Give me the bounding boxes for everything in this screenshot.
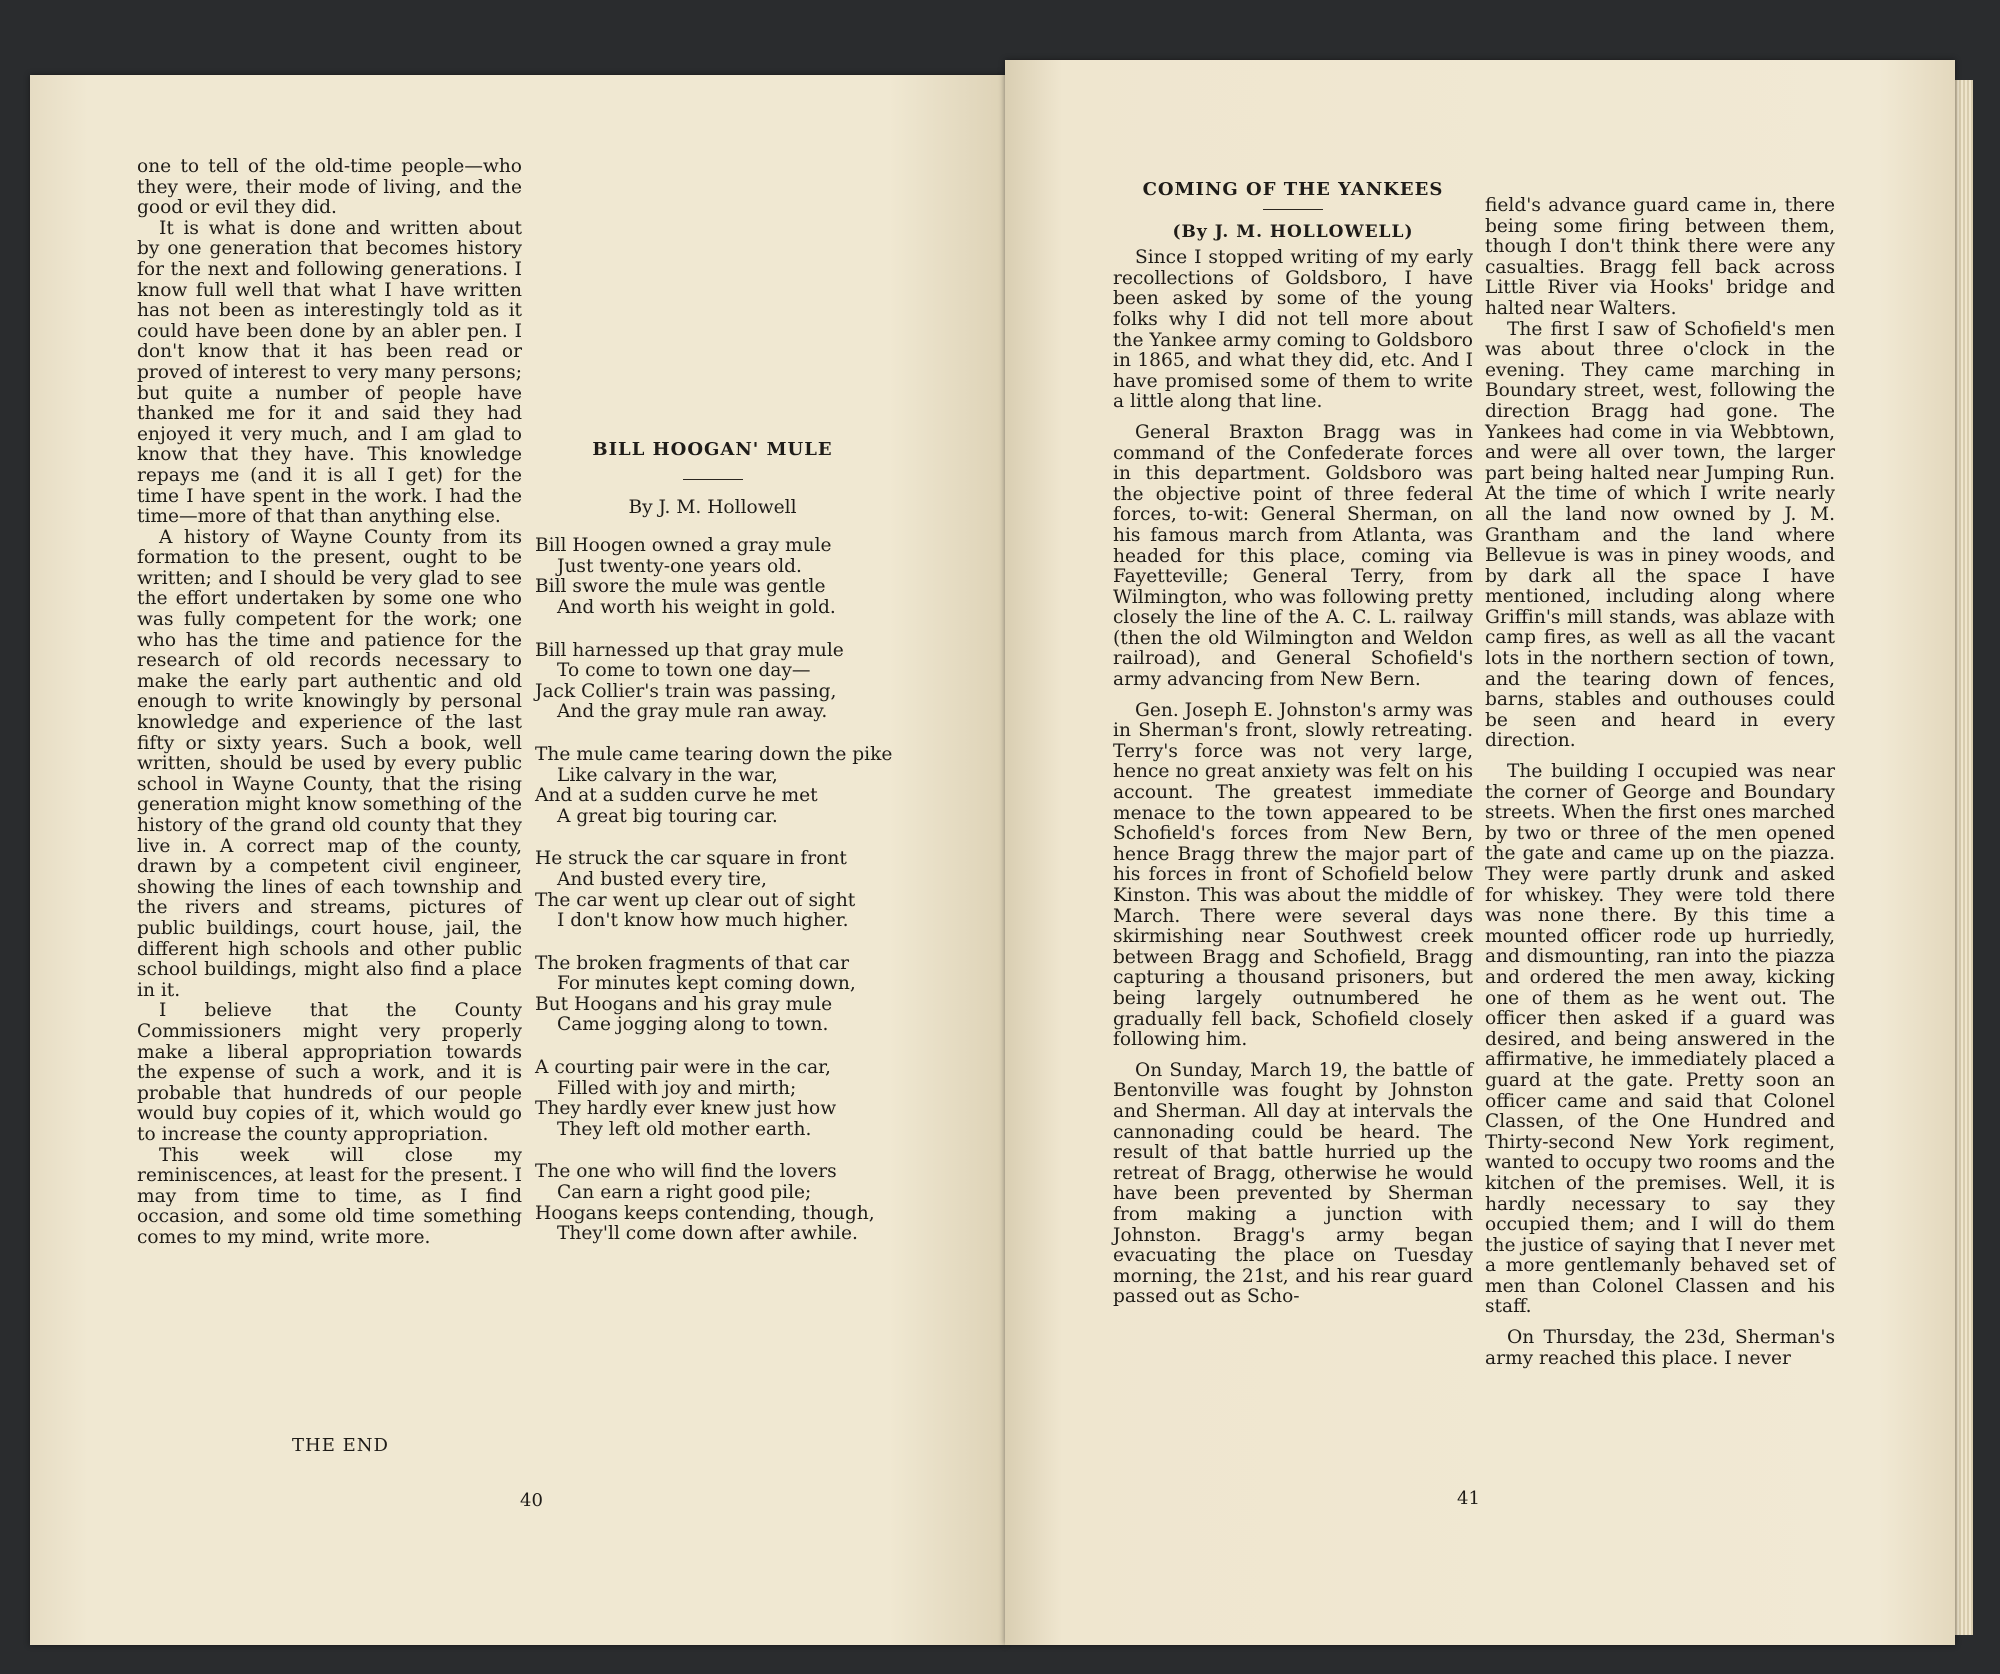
paragraph: I believe that the County Commissioners might very properly make a liberal appropriation towards the expense of such a work, and it is probable that hundreds of our people would buy copies of it, which would go to increase the county appropriation. bbox=[137, 1000, 522, 1145]
page-stack-edge bbox=[1955, 80, 1973, 1635]
the-end-label: THE END bbox=[292, 1435, 389, 1456]
poem-line: The one who will find the lovers bbox=[535, 1161, 837, 1183]
right-page bbox=[1005, 60, 1955, 1645]
poem-line: They hardly ever knew just how bbox=[535, 1098, 837, 1120]
article-column-1-text bbox=[1113, 248, 1473, 1308]
poem-line: A great big touring car. bbox=[557, 805, 778, 827]
paragraph: On Sunday, March 19, the battle of Bentonville was fought by Johnston and Sherman. All day at intervals the cannonading could be heard. The result of that battle hurried up the retreat of Bragg, otherwise he would have been prevented by Sherman from making a junction with Johnston. Bragg's army began evacuating the place on Tuesday morning, the 21st, and his rear guard passed out as Scho- bbox=[1113, 1059, 1473, 1308]
poem-block bbox=[535, 439, 893, 1267]
poem-stanza bbox=[535, 849, 890, 931]
poem-line: Bill harnessed up that gray mule bbox=[535, 639, 844, 661]
poem-stanza bbox=[535, 536, 890, 618]
poem-title: BILL HOOGAN' MULE bbox=[592, 439, 833, 460]
poem-line: Filled with joy and mirth; bbox=[557, 1077, 797, 1099]
poem-line: He struck the car square in front bbox=[535, 848, 847, 870]
poem-line: Bill swore the mule was gentle bbox=[535, 576, 826, 598]
paragraph: This week will close my reminiscences, at least for the present. I may from time to time, as I find occasion, and some old time something comes to my mind, write more. bbox=[137, 1144, 522, 1248]
poem-line: The broken fragments of that car bbox=[535, 952, 850, 974]
paragraph: The building I occupied was near the corner of George and Boundary streets. When the first ones marched by two or three of the men opened the gate and came up on the piazza. They were partly drunk and asked for whiskey. They were told there was none there. By this time a mounted officer rode up hurriedly, and dismounting, ran into the piazza and ordered the men away, kicking one of them as he went out. The officer then asked if a guard was desired, and being answered in the affirmative, he immediately placed a guard at the gate. Pretty soon an officer came and said that Colonel Classen, of the One Hundred and Thirty-second New York regiment, wanted to occupy two rooms and the kitchen of the premises. Well, it is hardly necessary to say they occupied them; and I will do them the justice of saying that I never met a more gentlemanly behaved set of men than Colonel Classen and his staff. bbox=[1485, 761, 1835, 1318]
poem-stanzas bbox=[535, 535, 893, 1245]
paragraph: field's advance guard came in, there being some firing between them, though I don't think there were any casualties. Bragg fell back across Little River via Hooks' bridge and halted near Walters. bbox=[1485, 195, 1835, 319]
paragraph: Since I stopped writing of my early recollections of Goldsboro, I have been asked by some of the young folks why I did not tell more about the Yankee army coming to Goldsboro in 1865, and what they did, etc. And I have promised some of them to write a little along that line. bbox=[1113, 247, 1473, 413]
poem-stanza bbox=[535, 743, 893, 827]
article-column-1 bbox=[1113, 180, 1473, 1308]
poem-line: But Hoogans and his gray mule bbox=[535, 993, 833, 1015]
poem-line: And busted every tire, bbox=[557, 868, 767, 890]
article-title: COMING OF THE YANKEES bbox=[1142, 179, 1444, 200]
poem-line: The car went up clear out of sight bbox=[535, 889, 856, 911]
poem-line: To come to town one day— bbox=[557, 660, 811, 682]
paragraph: General Braxton Bragg was in command of the Confederate forces in this department. Goldsboro was the objective point of three federal forces, to-wit: General Sherman, on his famous march from Atlanta, was headed for this place, coming via Fayetteville; General Terry, from Wilmington, who was following pretty closely the line of the A. C. L. railway (then the old Wilmington and Weldon railroad), and General Schofield's army advancing from New Bern. bbox=[1113, 421, 1473, 691]
paragraph: A history of Wayne County from its formation to the present, ought to be written; and I should be very glad to see the effort undertaken by some one who was fully competent for the work; one who has the time and patience for the research of old records necessary to make the early part authentic and old enough to write knowingly by personal knowledge and experience of the last fifty or sixty years. Such a book, well written, should be used by every public school in Wayne County, that the rising generation might know something of the history of the grand old county that they live in. A correct map of the county, drawn by a competent civil engineer, showing the lines of each township and the rivers and streams, pictures of public buildings, court house, jail, the different high schools and other public school buildings, might also find a place in it. bbox=[137, 526, 522, 1001]
poem-line: Jack Collier's train was passing, bbox=[535, 680, 837, 702]
poem-line: They'll come down after awhile. bbox=[557, 1223, 858, 1245]
left-page-column-prose bbox=[137, 157, 522, 1248]
page-number-right: 41 bbox=[1457, 1488, 1480, 1509]
poem-line: Bill Hoogen owned a gray mule bbox=[535, 535, 832, 557]
left-page bbox=[30, 75, 1005, 1645]
poem-line: And the gray mule ran away. bbox=[557, 701, 828, 723]
poem-line: They left old mother earth. bbox=[557, 1118, 812, 1140]
poem-line: Came jogging along to town. bbox=[557, 1014, 829, 1036]
poem-stanza bbox=[535, 641, 890, 723]
poem-line: And at a sudden curve he met bbox=[535, 785, 818, 807]
poem-line: For minutes kept coming down, bbox=[557, 973, 856, 995]
poem-line: Can earn a right good pile; bbox=[557, 1182, 812, 1204]
poem-byline: By J. M. Hollowell bbox=[628, 496, 797, 518]
paragraph: The first I saw of Schofield's men was about three o'clock in the evening. They came marching in Boundary street, west, following the direction Bragg had gone. The Yankees had come in via Webbtown, and were all over town, the larger part being halted near Jumping Run. At the time of which I write nearly all the land now owned by J. M. Grantham and the land where Bellevue is was in piney woods, and by dark all the space I have mentioned, including along where Griffin's mill stands, was ablaze with camp fires, as well as all the vacant lots in the northern section of town, and the tearing down of fences, barns, stables and outhouses could be seen and heard in every direction. bbox=[1485, 318, 1835, 752]
poem-line: Hoogans keeps contending, though, bbox=[535, 1202, 875, 1224]
article-byline: (By J. M. HOLLOWELL) bbox=[1172, 221, 1414, 242]
poem-line: Like calvary in the war, bbox=[557, 764, 778, 786]
paragraph: On Thursday, the 23d, Sherman's army reached this place. I never bbox=[1485, 1327, 1835, 1369]
poem-title-rule bbox=[683, 479, 743, 480]
poem-line: The mule came tearing down the pike bbox=[535, 743, 893, 765]
article-column-2 bbox=[1485, 196, 1835, 1369]
paragraph: Gen. Joseph E. Johnston's army was in Sherman's front, slowly retreating. Terry's force was not very large, hence no great anxiety was felt on his account. The greatest immediate menace to the town appeared to be Schofield's forces from New Bern, hence Bragg threw the major part of his forces in front of Schofield below Kinston. This was about the middle of March. There were several days skirmishing near Southwest creek between Bragg and Schofield, Bragg capturing a thousand prisoners, but being largely outnumbered he gradually fell back, Schofield closely following him. bbox=[1113, 699, 1473, 1051]
poem-stanza bbox=[535, 1162, 890, 1244]
page-number-left: 40 bbox=[520, 1490, 543, 1511]
poem-stanza bbox=[535, 1058, 890, 1140]
paragraph: It is what is done and written about by one generation that becomes history for the next and following generations. I know full well that what I have written has not been as interestingly told as it could have been done by an abler pen. I don't know that it has been read or proved of interest to very many persons; but quite a number of people have thanked me for it and said they had enjoyed it very much, and I am glad to know that they have. This knowledge repays me (and it is all I get) for the time I have spent in the work. I had the time—more of that than anything else. bbox=[137, 217, 522, 528]
paragraph: one to tell of the old-time people—who they were, their mode of living, and the good or evil they did. bbox=[137, 156, 522, 219]
poem-line: A courting pair were in the car, bbox=[535, 1057, 831, 1079]
poem-line: Just twenty-one years old. bbox=[557, 555, 802, 577]
poem-stanza bbox=[535, 954, 890, 1036]
poem-line: I don't know how much higher. bbox=[557, 910, 849, 932]
poem-line: And worth his weight in gold. bbox=[557, 596, 836, 618]
article-title-rule bbox=[1263, 209, 1323, 210]
